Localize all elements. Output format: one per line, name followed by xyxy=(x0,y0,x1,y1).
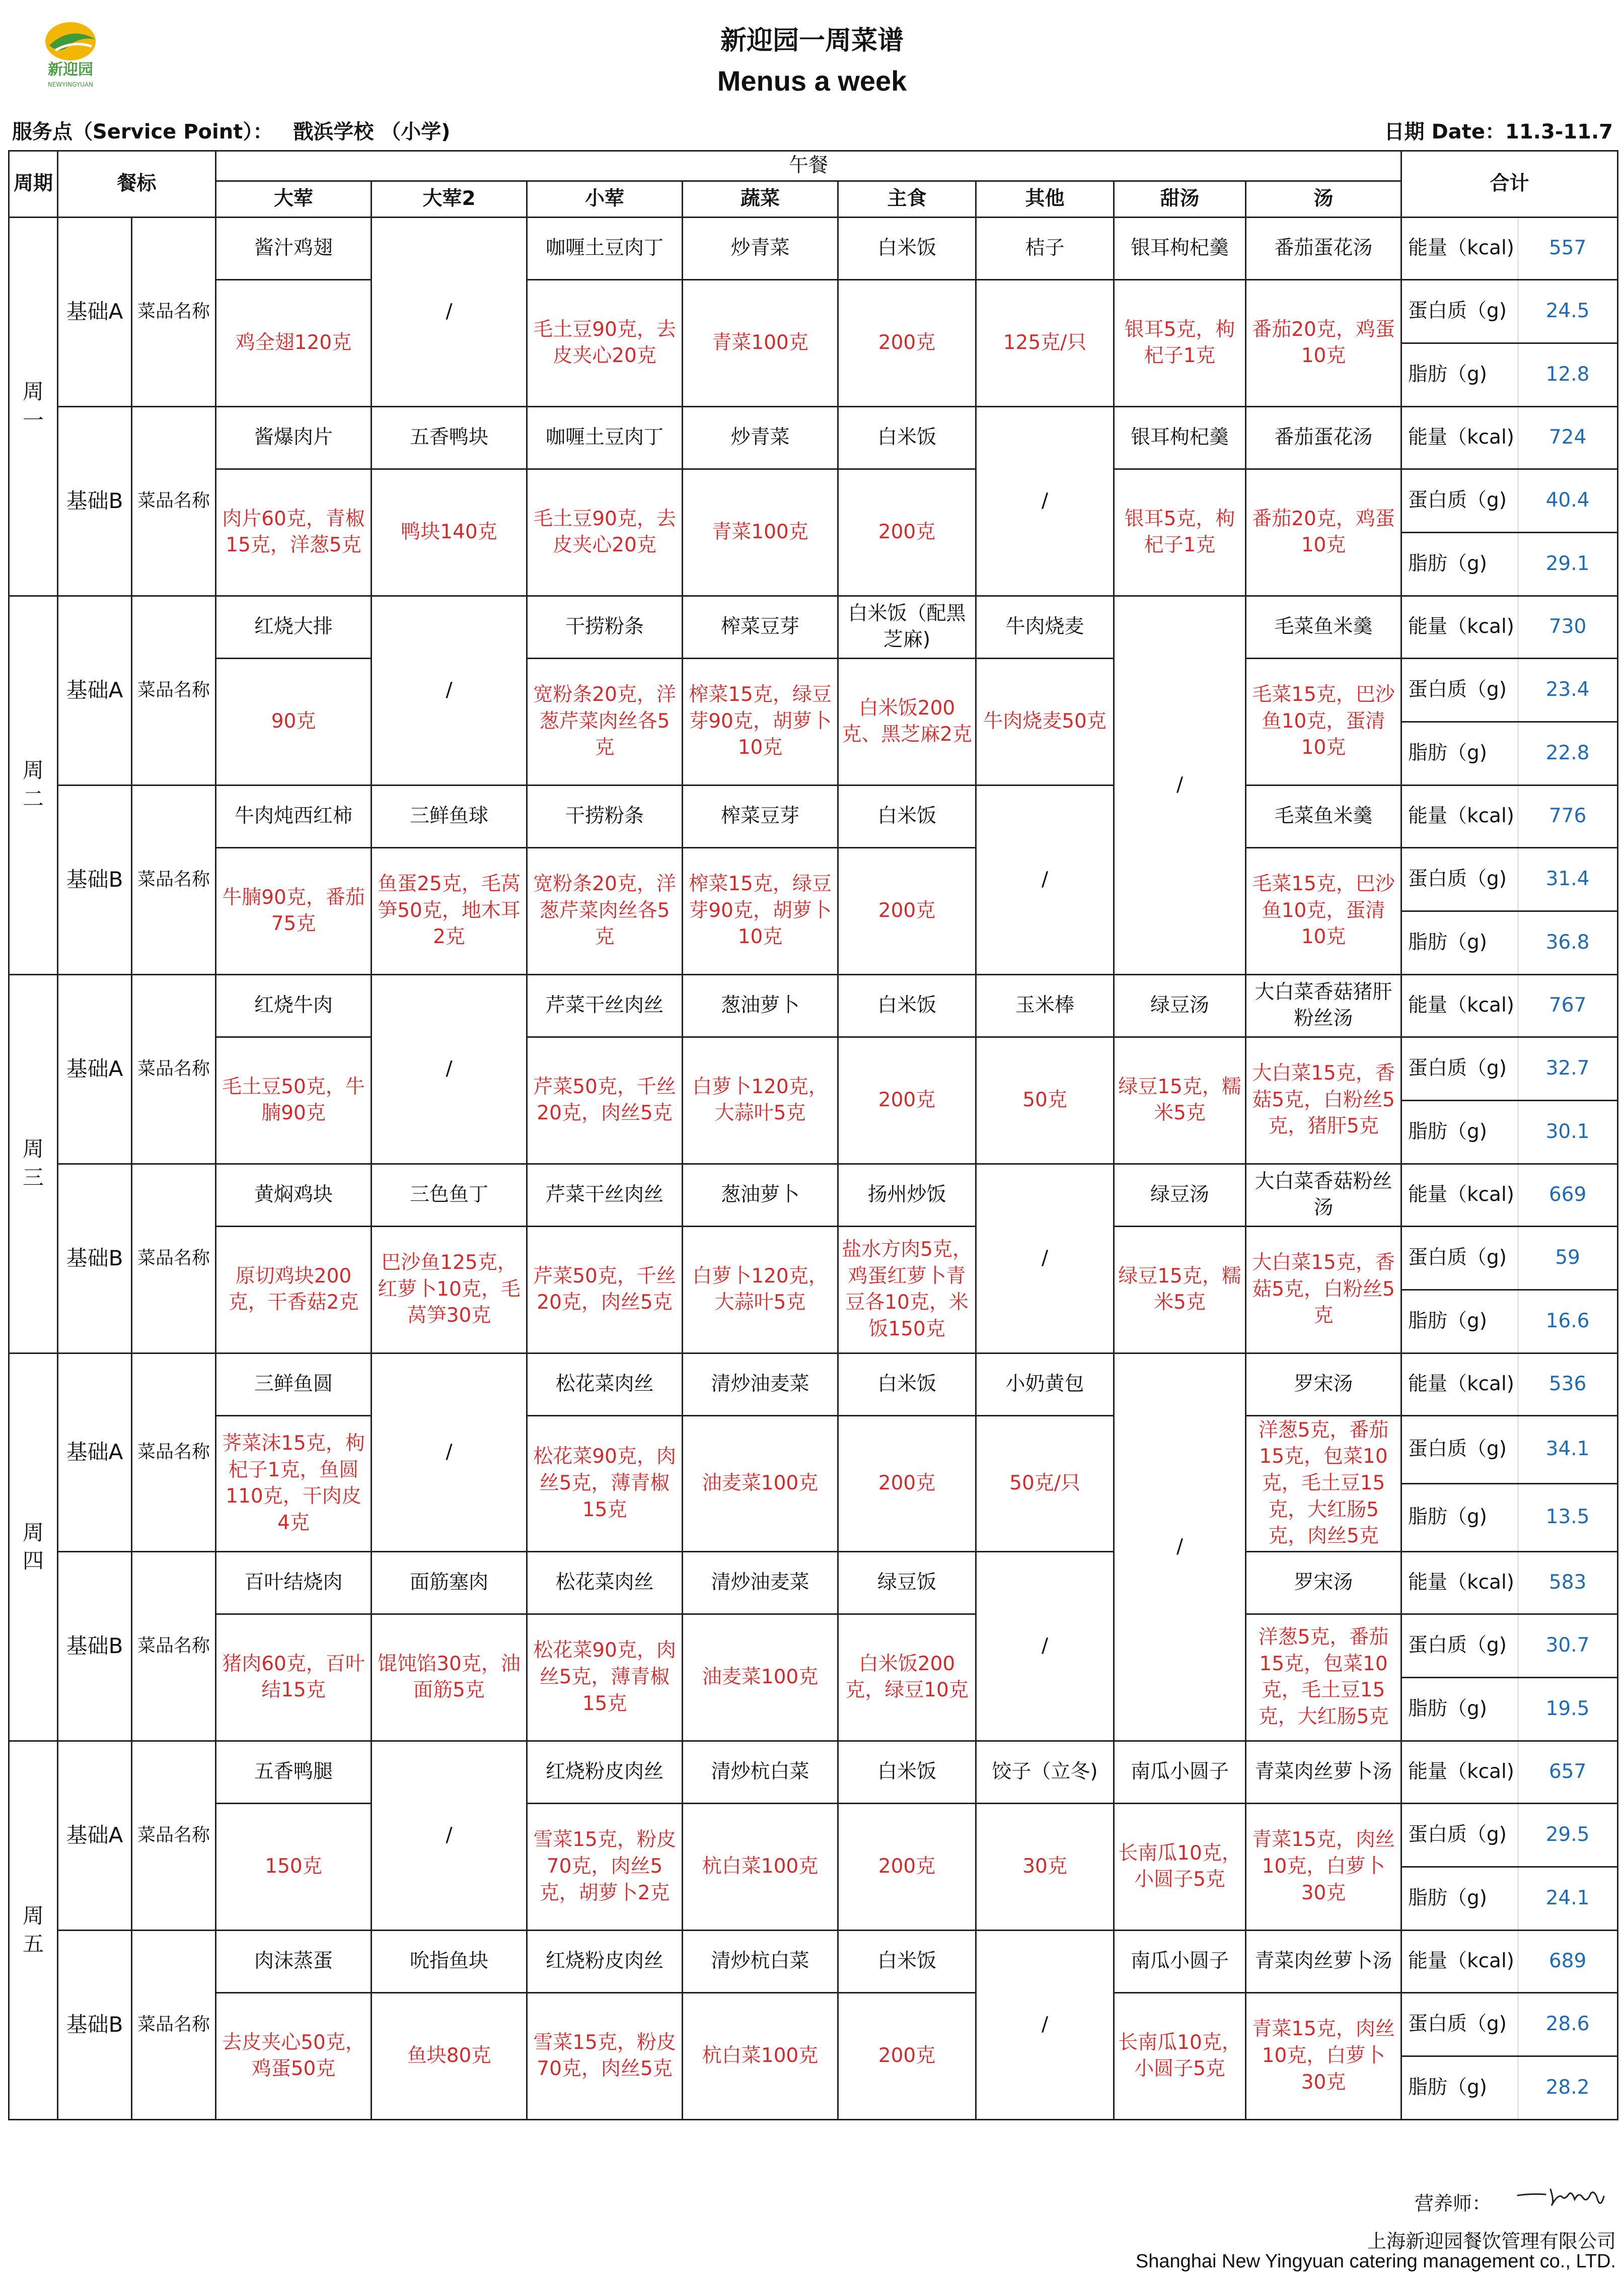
dish-name-label: 菜品名称 xyxy=(132,1353,216,1551)
dish-sweet-soup: 银耳枸杞羹 xyxy=(1114,217,1246,279)
menu-row xyxy=(9,217,1618,279)
meal-standard-label: 基础B xyxy=(58,1930,132,2119)
nutrient-label-protein: 蛋白质（g) xyxy=(1401,1992,1518,2056)
dish-side-meat: 芹菜干丝肉丝 xyxy=(527,1164,683,1226)
quantity-staple: 盐水方肉5克，鸡蛋红萝卜青豆各10克，米饭150克 xyxy=(838,1226,976,1353)
nutrient-value-fat: 28.2 xyxy=(1518,2056,1618,2119)
quantity-staple: 200克 xyxy=(838,1803,976,1930)
quantity-soup: 大白菜15克，香菇5克，白粉丝5克，猪肝5克 xyxy=(1246,1037,1401,1164)
quantity-staple: 白米饭200克，绿豆10克 xyxy=(838,1614,976,1741)
nutrient-label-protein: 蛋白质（g) xyxy=(1401,469,1518,532)
header-meal-standard: 餐标 xyxy=(58,151,216,218)
dish-main-meat: 五香鸭腿 xyxy=(216,1741,372,1803)
nutrient-label-protein: 蛋白质（g) xyxy=(1401,279,1518,343)
dish-other: 玉米棒 xyxy=(976,974,1114,1037)
dish-staple: 白米饭 xyxy=(838,974,976,1037)
service-point-label: 服务点（Service Point）： xyxy=(12,120,273,144)
header-staple: 主食 xyxy=(838,181,976,217)
quantity-main-meat: 荠菜沫15克，枸杞子1克，鱼圆110克，干肉皮4克 xyxy=(216,1415,372,1551)
day-label: 周二 xyxy=(9,596,58,974)
dish-main-meat: 黄焖鸡块 xyxy=(216,1164,372,1226)
dish-main-meat: 三鲜鱼圆 xyxy=(216,1353,372,1415)
meal-standard-label: 基础A xyxy=(58,596,132,785)
dish-vegetable: 炒青菜 xyxy=(683,406,838,469)
quantity-side-meat: 雪菜15克，粉皮70克，肉丝5克 xyxy=(527,1992,683,2119)
dish-name-label: 菜品名称 xyxy=(132,1930,216,2119)
dish-soup: 番茄蛋花汤 xyxy=(1246,217,1401,279)
empty-slot: / xyxy=(976,406,1114,596)
meal-standard-label: 基础B xyxy=(58,1551,132,1741)
quantity-vegetable: 杭白菜100克 xyxy=(683,1803,838,1930)
header-total: 合计 xyxy=(1401,151,1618,218)
day-label: 周四 xyxy=(9,1353,58,1741)
quantity-staple: 200克 xyxy=(838,1992,976,2119)
date-label: 日期 Date： xyxy=(1384,120,1506,144)
menu-row xyxy=(9,1226,1618,1290)
nutrient-value-protein: 23.4 xyxy=(1518,658,1618,722)
header-lunch: 午餐 xyxy=(216,151,1401,181)
nutrient-label-fat: 脂肪（g) xyxy=(1401,722,1518,785)
nutrient-label-energy: 能量（kcal) xyxy=(1401,596,1518,658)
empty-slot: / xyxy=(372,974,527,1164)
quantity-staple: 200克 xyxy=(838,1415,976,1551)
nutrient-label-protein: 蛋白质（g) xyxy=(1401,847,1518,911)
menu-row xyxy=(9,279,1618,343)
nutrient-value-energy: 724 xyxy=(1518,406,1618,469)
dish-vegetable: 清炒油麦菜 xyxy=(683,1551,838,1614)
dish-main-meat-2: 五香鸭块 xyxy=(372,406,527,469)
dish-other: 饺子（立冬) xyxy=(976,1741,1114,1803)
dish-staple: 扬州炒饭 xyxy=(838,1164,976,1226)
dish-name-label: 菜品名称 xyxy=(132,785,216,974)
quantity-side-meat: 松花菜90克，肉丝5克，薄青椒15克 xyxy=(527,1415,683,1551)
dish-name-label: 菜品名称 xyxy=(132,1164,216,1353)
quantity-side-meat: 宽粉条20克，洋葱芹菜肉丝各5克 xyxy=(527,847,683,974)
quantity-other: 50克/只 xyxy=(976,1415,1114,1551)
menu-row xyxy=(9,785,1618,847)
date-range xyxy=(1384,116,1613,145)
dish-side-meat: 咖喱土豆肉丁 xyxy=(527,217,683,279)
nutrient-label-energy: 能量（kcal) xyxy=(1401,406,1518,469)
empty-slot: / xyxy=(976,1164,1114,1353)
dish-staple: 白米饭（配黑芝麻) xyxy=(838,596,976,658)
date-value: 11.3-11.7 xyxy=(1505,120,1613,144)
nutrient-value-protein: 29.5 xyxy=(1518,1803,1618,1867)
quantity-soup: 大白菜15克，香菇5克，白粉丝5克 xyxy=(1246,1226,1401,1353)
quantity-soup: 毛菜15克，巴沙鱼10克，蛋清10克 xyxy=(1246,847,1401,974)
nutrient-value-energy: 689 xyxy=(1518,1930,1618,1992)
nutrient-value-protein: 32.7 xyxy=(1518,1037,1618,1100)
nutrient-label-energy: 能量（kcal) xyxy=(1401,217,1518,279)
dish-main-meat-2: 面筋塞肉 xyxy=(372,1551,527,1614)
nutrient-value-energy: 669 xyxy=(1518,1164,1618,1226)
quantity-sweet-soup: 绿豆15克，糯米5克 xyxy=(1114,1037,1246,1164)
day-label: 周五 xyxy=(9,1741,58,2119)
service-point xyxy=(12,116,451,145)
quantity-staple: 200克 xyxy=(838,847,976,974)
quantity-side-meat: 宽粉条20克，洋葱芹菜肉丝各5克 xyxy=(527,658,683,785)
header-soup: 汤 xyxy=(1246,181,1401,217)
quantity-soup: 番茄20克，鸡蛋10克 xyxy=(1246,279,1401,406)
nutrient-label-protein: 蛋白质（g) xyxy=(1401,1037,1518,1100)
info-line xyxy=(8,105,1617,150)
nutrient-value-protein: 59 xyxy=(1518,1226,1618,1290)
menu-row xyxy=(9,1415,1618,1483)
logo-text-cn: 新迎园 xyxy=(48,61,93,79)
dish-main-meat-2: 吮指鱼块 xyxy=(372,1930,527,1992)
header-main-meat-2: 大荤2 xyxy=(372,181,527,217)
nutrient-value-energy: 767 xyxy=(1518,974,1618,1037)
dish-staple: 白米饭 xyxy=(838,1930,976,1992)
dish-staple: 白米饭 xyxy=(838,785,976,847)
quantity-vegetable: 油麦菜100克 xyxy=(683,1415,838,1551)
quantity-side-meat: 毛土豆90克，去皮夹心20克 xyxy=(527,279,683,406)
nutrient-label-energy: 能量（kcal) xyxy=(1401,1551,1518,1614)
meal-standard-label: 基础B xyxy=(58,785,132,974)
meal-standard-label: 基础A xyxy=(58,1741,132,1930)
quantity-soup: 洋葱5克，番茄15克，包菜10克，毛土豆15克，大红肠5克 xyxy=(1246,1614,1401,1741)
empty-slot: / xyxy=(372,1741,527,1930)
menu-row xyxy=(9,406,1618,469)
quantity-staple: 200克 xyxy=(838,279,976,406)
nutrient-label-energy: 能量（kcal) xyxy=(1401,1930,1518,1992)
quantity-other: 30克 xyxy=(976,1803,1114,1930)
nutrient-label-protein: 蛋白质（g) xyxy=(1401,1614,1518,1677)
dish-other: 桔子 xyxy=(976,217,1114,279)
quantity-soup: 毛菜15克，巴沙鱼10克，蛋清10克 xyxy=(1246,658,1401,785)
quantity-soup: 洋葱5克，番茄15克，包菜10克，毛土豆15克，大红肠5克，肉丝5克 xyxy=(1246,1415,1401,1551)
menu-row xyxy=(9,469,1618,532)
empty-slot: / xyxy=(1114,596,1246,974)
nutrient-label-fat: 脂肪（g) xyxy=(1401,1100,1518,1164)
dish-vegetable: 炒青菜 xyxy=(683,217,838,279)
quantity-main-meat: 原切鸡块200克，干香菇2克 xyxy=(216,1226,372,1353)
dish-name-label: 菜品名称 xyxy=(132,1741,216,1930)
quantity-main-meat-2: 鸭块140克 xyxy=(372,469,527,596)
quantity-sweet-soup: 绿豆15克，糯米5克 xyxy=(1114,1226,1246,1353)
nutrient-value-fat: 24.1 xyxy=(1518,1867,1618,1930)
nutrient-label-energy: 能量（kcal) xyxy=(1401,1164,1518,1226)
dish-side-meat: 咖喱土豆肉丁 xyxy=(527,406,683,469)
quantity-side-meat: 芹菜50克，千丝20克，肉丝5克 xyxy=(527,1037,683,1164)
quantity-vegetable: 杭白菜100克 xyxy=(683,1992,838,2119)
dish-vegetable: 榨菜豆芽 xyxy=(683,596,838,658)
menu-row xyxy=(9,1614,1618,1677)
nutrient-value-energy: 557 xyxy=(1518,217,1618,279)
quantity-vegetable: 榨菜15克，绿豆芽90克，胡萝卜10克 xyxy=(683,847,838,974)
quantity-sweet-soup: 银耳5克，枸杞子1克 xyxy=(1114,279,1246,406)
menu-row xyxy=(9,1164,1618,1226)
quantity-vegetable: 榨菜15克，绿豆芽90克，胡萝卜10克 xyxy=(683,658,838,785)
empty-slot: / xyxy=(372,1353,527,1551)
page-title-cn: 新迎园一周菜谱 xyxy=(720,26,904,56)
nutrient-value-fat: 12.8 xyxy=(1518,343,1618,406)
nutrient-value-fat: 29.1 xyxy=(1518,532,1618,596)
nutrient-value-fat: 36.8 xyxy=(1518,911,1618,974)
quantity-vegetable: 青菜100克 xyxy=(683,469,838,596)
dish-main-meat: 红烧大排 xyxy=(216,596,372,658)
dish-soup: 大白菜香菇粉丝汤 xyxy=(1246,1164,1401,1226)
nutrient-label-fat: 脂肪（g) xyxy=(1401,343,1518,406)
nutrient-label-energy: 能量（kcal) xyxy=(1401,974,1518,1037)
quantity-sweet-soup: 长南瓜10克，小圆子5克 xyxy=(1114,1803,1246,1930)
menu-row xyxy=(9,974,1618,1037)
dish-staple: 绿豆饭 xyxy=(838,1551,976,1614)
nutrient-label-fat: 脂肪（g) xyxy=(1401,911,1518,974)
quantity-other: 125克/只 xyxy=(976,279,1114,406)
dish-soup: 毛菜鱼米羹 xyxy=(1246,785,1401,847)
empty-slot: / xyxy=(976,1551,1114,1741)
nutrient-label-fat: 脂肪（g) xyxy=(1401,532,1518,596)
nutrient-value-protein: 34.1 xyxy=(1518,1415,1618,1483)
dish-side-meat: 红烧粉皮肉丝 xyxy=(527,1930,683,1992)
nutritionist-label: 营养师： xyxy=(1415,2192,1492,2215)
dish-vegetable: 葱油萝卜 xyxy=(683,1164,838,1226)
dish-staple: 白米饭 xyxy=(838,406,976,469)
nutrient-value-energy: 657 xyxy=(1518,1741,1618,1803)
nutrient-value-fat: 13.5 xyxy=(1518,1483,1618,1551)
quantity-soup: 青菜15克，肉丝10克，白萝卜30克 xyxy=(1246,1803,1401,1930)
nutrient-label-fat: 脂肪（g) xyxy=(1401,1290,1518,1353)
nutrient-label-fat: 脂肪（g) xyxy=(1401,1677,1518,1741)
nutrient-label-protein: 蛋白质（g) xyxy=(1401,1415,1518,1483)
nutrient-value-energy: 730 xyxy=(1518,596,1618,658)
quantity-staple: 白米饭200克、黑芝麻2克 xyxy=(838,658,976,785)
page-title-en: Menus a week xyxy=(717,65,907,97)
service-point-value: 戬浜学校 （小学) xyxy=(293,120,451,144)
empty-slot: / xyxy=(976,1930,1114,2119)
menu-row xyxy=(9,1741,1618,1803)
quantity-side-meat: 雪菜15克，粉皮70克，肉丝5克，胡萝卜2克 xyxy=(527,1803,683,1930)
dish-name-label: 菜品名称 xyxy=(132,1551,216,1741)
header-other: 其他 xyxy=(976,181,1114,217)
quantity-main-meat-2: 巴沙鱼125克，红萝卜10克，毛莴笋30克 xyxy=(372,1226,527,1353)
dish-side-meat: 松花菜肉丝 xyxy=(527,1353,683,1415)
dish-vegetable: 清炒杭白菜 xyxy=(683,1930,838,1992)
nutrient-value-energy: 776 xyxy=(1518,785,1618,847)
quantity-side-meat: 松花菜90克，肉丝5克，薄青椒15克 xyxy=(527,1614,683,1741)
menu-row xyxy=(9,596,1618,658)
dish-sweet-soup: 绿豆汤 xyxy=(1114,974,1246,1037)
nutrient-label-protein: 蛋白质（g) xyxy=(1401,658,1518,722)
menu-row xyxy=(9,658,1618,722)
dish-vegetable: 榨菜豆芽 xyxy=(683,785,838,847)
header-main-meat: 大荤 xyxy=(216,181,372,217)
dish-main-meat-2: 三色鱼丁 xyxy=(372,1164,527,1226)
dish-soup: 罗宋汤 xyxy=(1246,1551,1401,1614)
quantity-main-meat: 去皮夹心50克，鸡蛋50克 xyxy=(216,1992,372,2119)
meal-standard-label: 基础A xyxy=(58,974,132,1164)
quantity-main-meat: 猪肉60克，百叶结15克 xyxy=(216,1614,372,1741)
quantity-other: 牛肉烧麦50克 xyxy=(976,658,1114,785)
quantity-main-meat: 毛土豆50克，牛腩90克 xyxy=(216,1037,372,1164)
dish-sweet-soup: 南瓜小圆子 xyxy=(1114,1741,1246,1803)
dish-name-label: 菜品名称 xyxy=(132,217,216,406)
nutrient-label-fat: 脂肪（g) xyxy=(1401,1483,1518,1551)
nutrient-value-protein: 31.4 xyxy=(1518,847,1618,911)
nutrient-value-protein: 40.4 xyxy=(1518,469,1618,532)
weekly-menu-table xyxy=(8,150,1618,2120)
nutrient-label-energy: 能量（kcal) xyxy=(1401,1353,1518,1415)
dish-side-meat: 芹菜干丝肉丝 xyxy=(527,974,683,1037)
dish-name-label: 菜品名称 xyxy=(132,596,216,785)
quantity-vegetable: 油麦菜100克 xyxy=(683,1614,838,1741)
nutrient-value-fat: 22.8 xyxy=(1518,722,1618,785)
logo-text-en: NEWYINGYUAN xyxy=(47,81,94,88)
dish-sweet-soup: 南瓜小圆子 xyxy=(1114,1930,1246,1992)
dish-main-meat: 百叶结烧肉 xyxy=(216,1551,372,1614)
dish-side-meat: 干捞粉条 xyxy=(527,596,683,658)
meal-standard-label: 基础A xyxy=(58,217,132,406)
dish-other: 牛肉烧麦 xyxy=(976,596,1114,658)
quantity-main-meat: 90克 xyxy=(216,658,372,785)
menu-row xyxy=(9,1803,1618,1867)
dish-other: 小奶黄包 xyxy=(976,1353,1114,1415)
day-label: 周一 xyxy=(9,217,58,596)
dish-staple: 白米饭 xyxy=(838,217,976,279)
quantity-main-meat-2: 鱼块80克 xyxy=(372,1992,527,2119)
nutrient-label-energy: 能量（kcal) xyxy=(1401,1741,1518,1803)
nutrient-value-fat: 16.6 xyxy=(1518,1290,1618,1353)
dish-vegetable: 清炒杭白菜 xyxy=(683,1741,838,1803)
dish-side-meat: 红烧粉皮肉丝 xyxy=(527,1741,683,1803)
quantity-other: 50克 xyxy=(976,1037,1114,1164)
meal-standard-label: 基础A xyxy=(58,1353,132,1551)
dish-vegetable: 葱油萝卜 xyxy=(683,974,838,1037)
nutrient-value-energy: 536 xyxy=(1518,1353,1618,1415)
dish-main-meat-2: 三鲜鱼球 xyxy=(372,785,527,847)
quantity-main-meat: 150克 xyxy=(216,1803,372,1930)
quantity-staple: 200克 xyxy=(838,1037,976,1164)
nutrient-label-fat: 脂肪（g) xyxy=(1401,2056,1518,2119)
header-vegetable: 蔬菜 xyxy=(683,181,838,217)
nutritionist-signature xyxy=(1515,2174,1608,2215)
menu-row xyxy=(9,1037,1618,1100)
menu-row xyxy=(9,847,1618,911)
quantity-sweet-soup: 长南瓜10克，小圆子5克 xyxy=(1114,1992,1246,2119)
dish-main-meat: 牛肉炖西红柿 xyxy=(216,785,372,847)
meal-standard-label: 基础B xyxy=(58,1164,132,1353)
dish-soup: 番茄蛋花汤 xyxy=(1246,406,1401,469)
company-name-en: Shanghai New Yingyuan catering management co., LTD. xyxy=(1135,2251,1616,2272)
dish-soup: 罗宋汤 xyxy=(1246,1353,1401,1415)
dish-soup: 毛菜鱼米羹 xyxy=(1246,596,1401,658)
quantity-vegetable: 青菜100克 xyxy=(683,279,838,406)
day-label: 周三 xyxy=(9,974,58,1353)
quantity-main-meat: 鸡全翅120克 xyxy=(216,279,372,406)
quantity-main-meat-2: 馄饨馅30克，油面筋5克 xyxy=(372,1614,527,1741)
meal-standard-label: 基础B xyxy=(58,406,132,596)
dish-name-label: 菜品名称 xyxy=(132,974,216,1164)
dish-sweet-soup: 绿豆汤 xyxy=(1114,1164,1246,1226)
menu-row xyxy=(9,1353,1618,1415)
dish-main-meat: 酱爆肉片 xyxy=(216,406,372,469)
menu-row xyxy=(9,1930,1618,1992)
dish-soup: 青菜肉丝萝卜汤 xyxy=(1246,1741,1401,1803)
quantity-side-meat: 芹菜50克，千丝20克，肉丝5克 xyxy=(527,1226,683,1353)
nutrient-value-protein: 24.5 xyxy=(1518,279,1618,343)
quantity-staple: 200克 xyxy=(838,469,976,596)
empty-slot: / xyxy=(1114,1353,1246,1741)
dish-side-meat: 干捞粉条 xyxy=(527,785,683,847)
dish-soup: 青菜肉丝萝卜汤 xyxy=(1246,1930,1401,1992)
quantity-main-meat: 牛腩90克，番茄75克 xyxy=(216,847,372,974)
header-week: 周期 xyxy=(9,151,58,218)
quantity-sweet-soup: 银耳5克，枸杞子1克 xyxy=(1114,469,1246,596)
dish-main-meat: 酱汁鸡翅 xyxy=(216,217,372,279)
empty-slot: / xyxy=(372,596,527,785)
dish-vegetable: 清炒油麦菜 xyxy=(683,1353,838,1415)
empty-slot: / xyxy=(976,785,1114,974)
empty-slot: / xyxy=(372,217,527,406)
dish-sweet-soup: 银耳枸杞羹 xyxy=(1114,406,1246,469)
nutrient-value-fat: 19.5 xyxy=(1518,1677,1618,1741)
quantity-vegetable: 白萝卜120克，大蒜叶5克 xyxy=(683,1037,838,1164)
nutrient-label-energy: 能量（kcal) xyxy=(1401,785,1518,847)
nutrient-label-protein: 蛋白质（g) xyxy=(1401,1226,1518,1290)
quantity-side-meat: 毛土豆90克，去皮夹心20克 xyxy=(527,469,683,596)
nutrient-value-protein: 30.7 xyxy=(1518,1614,1618,1677)
header-sweet-soup: 甜汤 xyxy=(1114,181,1246,217)
nutrient-value-energy: 583 xyxy=(1518,1551,1618,1614)
header-side-meat: 小荤 xyxy=(527,181,683,217)
dish-staple: 白米饭 xyxy=(838,1741,976,1803)
quantity-main-meat-2: 鱼蛋25克，毛莴笋50克，地木耳2克 xyxy=(372,847,527,974)
dish-staple: 白米饭 xyxy=(838,1353,976,1415)
dish-soup: 大白菜香菇猪肝粉丝汤 xyxy=(1246,974,1401,1037)
quantity-soup: 番茄20克，鸡蛋10克 xyxy=(1246,469,1401,596)
menu-row xyxy=(9,1992,1618,2056)
quantity-vegetable: 白萝卜120克，大蒜叶5克 xyxy=(683,1226,838,1353)
quantity-soup: 青菜15克，肉丝10克，白萝卜30克 xyxy=(1246,1992,1401,2119)
dish-main-meat: 红烧牛肉 xyxy=(216,974,372,1037)
nutrient-value-fat: 30.1 xyxy=(1518,1100,1618,1164)
nutrient-value-protein: 28.6 xyxy=(1518,1992,1618,2056)
dish-main-meat: 肉沫蒸蛋 xyxy=(216,1930,372,1992)
dish-side-meat: 松花菜肉丝 xyxy=(527,1551,683,1614)
company-name-cn: 上海新迎园餐饮管理有限公司 xyxy=(1367,2230,1616,2252)
nutrient-label-protein: 蛋白质（g) xyxy=(1401,1803,1518,1867)
nutrient-label-fat: 脂肪（g) xyxy=(1401,1867,1518,1930)
menu-row xyxy=(9,1551,1618,1614)
quantity-main-meat: 肉片60克，青椒15克，洋葱5克 xyxy=(216,469,372,596)
dish-name-label: 菜品名称 xyxy=(132,406,216,596)
